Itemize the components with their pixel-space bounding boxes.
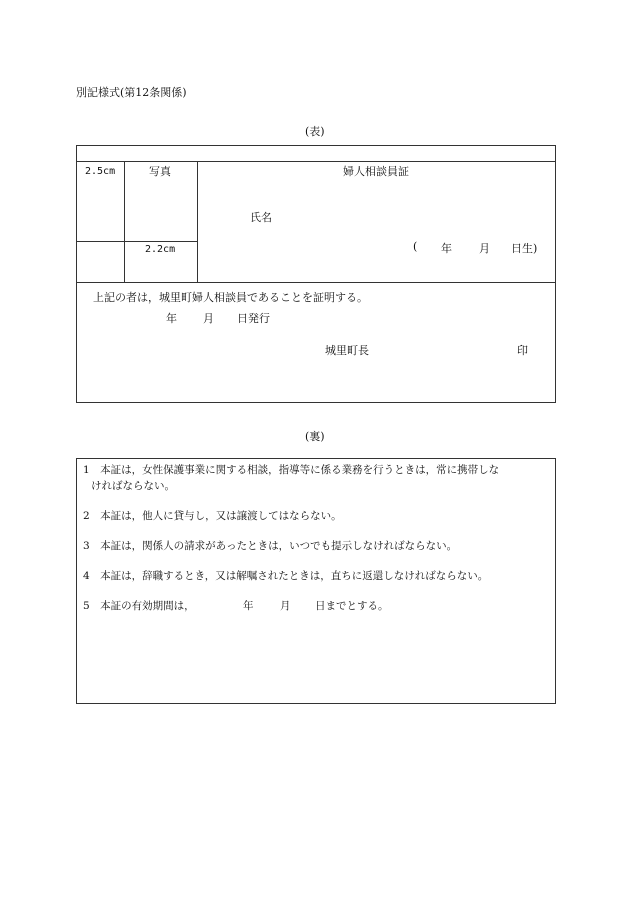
item-1-line-1: 1 本証は，女性保護事業に関する相談，指導等に係る業務を行うときは，常に携帯しな bbox=[83, 464, 500, 476]
issue-year: 年 bbox=[166, 312, 177, 325]
name-label: 氏名 bbox=[250, 211, 272, 224]
back-heading: (裏) bbox=[305, 430, 325, 443]
photo-label: 写真 bbox=[149, 165, 171, 178]
form-label: 別記様式(第12条関係) bbox=[76, 86, 187, 99]
item-1-line-2: ければならない。 bbox=[91, 480, 175, 492]
front-card bbox=[76, 145, 556, 403]
item-5-month: 月 bbox=[280, 600, 291, 612]
seal-mark: 印 bbox=[517, 344, 528, 357]
item-5-year: 年 bbox=[243, 600, 254, 612]
birth-open: ( bbox=[413, 240, 418, 253]
width-label: 2.5cm bbox=[85, 166, 116, 177]
photo-left-edge bbox=[124, 161, 125, 282]
item-5: 5 本証の有効期間は， bbox=[83, 600, 195, 612]
item-5-end: 日までとする。 bbox=[315, 600, 389, 612]
certify-text: 上記の者は，城里町婦人相談員であることを証明する。 bbox=[93, 291, 368, 304]
mayor-title: 城里町長 bbox=[325, 344, 369, 357]
item-3: 3 本証は，関係人の請求があったときは，いつでも提示しなければならない。 bbox=[83, 540, 458, 552]
birth-day: 日生) bbox=[511, 242, 538, 255]
issue-month: 月 bbox=[203, 312, 214, 325]
photo-size-divider bbox=[77, 241, 197, 242]
height-label: 2.2cm bbox=[145, 244, 176, 255]
birth-year: 年 bbox=[441, 242, 452, 255]
middle-divider bbox=[77, 282, 555, 283]
card-title: 婦人相談員証 bbox=[343, 165, 409, 178]
photo-right-edge bbox=[197, 161, 198, 282]
back-card bbox=[76, 458, 556, 704]
item-2: 2 本証は，他人に貸与し，又は譲渡してはならない。 bbox=[83, 510, 342, 522]
birth-month: 月 bbox=[479, 242, 490, 255]
item-4: 4 本証は，辞職するとき，又は解嘱されたときは，直ちに返還しなければならない。 bbox=[83, 570, 489, 582]
front-heading: (表) bbox=[305, 125, 325, 138]
top-strip-divider bbox=[77, 161, 555, 162]
issue-day: 日発行 bbox=[237, 312, 270, 325]
